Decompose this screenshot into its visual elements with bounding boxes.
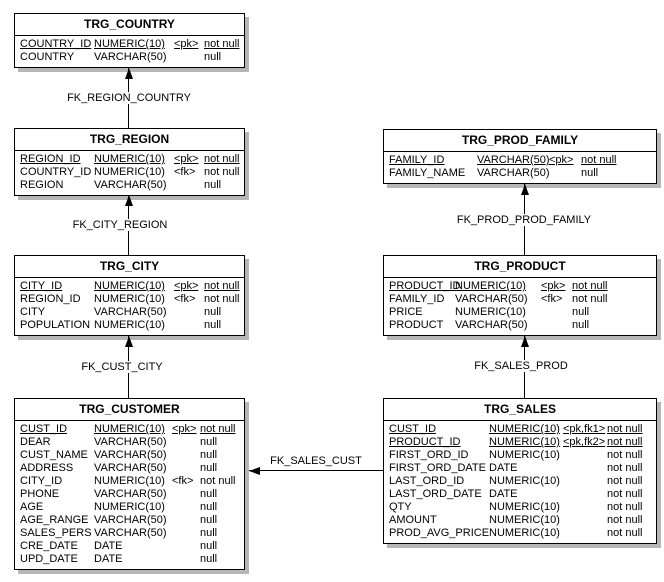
column-nullability: null bbox=[200, 540, 218, 552]
column-row bbox=[389, 449, 656, 462]
column-row bbox=[389, 462, 656, 475]
column-type: DATE bbox=[94, 540, 123, 552]
column-row bbox=[389, 423, 656, 436]
column-key-badge bbox=[563, 514, 607, 527]
column-key-badge bbox=[563, 475, 607, 488]
column-nullability: not null bbox=[607, 436, 643, 448]
column-key-badge bbox=[172, 527, 200, 540]
column-type: VARCHAR(50) bbox=[455, 293, 528, 305]
column-type: VARCHAR(50) bbox=[94, 306, 167, 318]
entity-title: TRG_CUSTOMER bbox=[15, 399, 244, 421]
relation-label-fk_region_country[interactable]: FK_REGION_COUNTRY bbox=[64, 92, 194, 104]
column-name: ADDRESS bbox=[20, 462, 74, 474]
column-name: FIRST_ORD_ID bbox=[389, 449, 469, 461]
column-row bbox=[20, 179, 244, 192]
column-name: COUNTRY_ID bbox=[20, 166, 92, 178]
column-key-badge: <pk> bbox=[174, 153, 199, 165]
relation-arrowhead-icon bbox=[521, 184, 529, 195]
column-nullability: not null bbox=[607, 475, 643, 487]
column-type: VARCHAR(50) bbox=[94, 488, 167, 500]
column-name: AGE bbox=[20, 501, 44, 513]
column-key-badge bbox=[563, 527, 607, 540]
column-nullability: null bbox=[204, 179, 222, 191]
entity-trg-city[interactable] bbox=[14, 255, 245, 336]
column-row bbox=[389, 154, 656, 167]
column-type: NUMERIC(10) bbox=[94, 38, 165, 50]
column-name: CITY_ID bbox=[20, 280, 63, 292]
relation-label-fk_cust_city[interactable]: FK_CUST_CITY bbox=[78, 361, 165, 373]
relation-label-fk_sales_prod[interactable]: FK_SALES_PROD bbox=[471, 360, 571, 372]
column-name: LAST_ORD_DATE bbox=[389, 488, 482, 500]
column-key-badge: <pk,fk1> bbox=[563, 423, 606, 435]
column-name: PRODUCT bbox=[389, 319, 444, 331]
column-nullability: not null bbox=[607, 488, 643, 500]
column-row bbox=[20, 423, 244, 436]
column-nullability: not null bbox=[204, 293, 240, 305]
relation-arrowhead-icon bbox=[521, 336, 529, 347]
column-name: COUNTRY_ID bbox=[20, 38, 92, 50]
entity-trg-product[interactable] bbox=[383, 255, 657, 336]
column-type: VARCHAR(50) bbox=[455, 319, 528, 331]
column-type: NUMERIC(10) bbox=[455, 306, 526, 318]
column-type: NUMERIC(10) bbox=[94, 166, 165, 178]
column-key-badge bbox=[563, 501, 607, 514]
column-row bbox=[389, 167, 656, 180]
column-name: REGION_ID bbox=[20, 153, 81, 165]
column-type: VARCHAR(50) bbox=[94, 436, 167, 448]
column-row bbox=[20, 462, 244, 475]
column-row bbox=[20, 51, 244, 64]
column-key-badge bbox=[549, 167, 581, 180]
column-nullability: null bbox=[200, 462, 218, 474]
column-type: NUMERIC(10) bbox=[94, 153, 165, 165]
column-name: FAMILY_NAME bbox=[389, 167, 466, 179]
column-row bbox=[20, 475, 244, 488]
column-key-badge bbox=[174, 319, 204, 332]
column-type: NUMERIC(10) bbox=[94, 319, 165, 331]
entity-title: TRG_SALES bbox=[384, 399, 656, 421]
column-nullability: not null bbox=[204, 38, 240, 50]
column-nullability: not null bbox=[607, 462, 643, 474]
column-type: NUMERIC(10) bbox=[94, 293, 165, 305]
column-nullability: not null bbox=[200, 423, 236, 435]
column-name: PROD_AVG_PRICE bbox=[389, 527, 490, 539]
column-type: VARCHAR(50) bbox=[94, 527, 167, 539]
column-nullability: not null bbox=[204, 280, 240, 292]
column-key-badge bbox=[172, 488, 200, 501]
column-row bbox=[20, 280, 244, 293]
column-nullability: not null bbox=[607, 449, 643, 461]
column-type: DATE bbox=[94, 553, 123, 565]
column-nullability: null bbox=[200, 514, 218, 526]
column-key-badge: <pk> bbox=[549, 154, 574, 166]
column-key-badge: <pk> bbox=[172, 423, 197, 435]
column-row bbox=[20, 153, 244, 166]
column-row bbox=[20, 166, 244, 179]
entity-trg-customer[interactable] bbox=[14, 398, 245, 570]
relation-label-fk_city_region[interactable]: FK_CITY_REGION bbox=[70, 219, 171, 231]
column-type: NUMERIC(10) bbox=[489, 501, 560, 513]
relation-arrowhead-icon bbox=[125, 195, 133, 206]
entity-trg-country[interactable] bbox=[14, 13, 245, 68]
column-nullability: not null bbox=[581, 154, 617, 166]
column-row bbox=[389, 475, 656, 488]
column-key-badge bbox=[563, 462, 607, 475]
column-key-badge: <fk> bbox=[172, 475, 194, 487]
column-row bbox=[20, 527, 244, 540]
column-nullability: null bbox=[200, 488, 218, 500]
column-nullability: not null bbox=[200, 475, 236, 487]
column-key-badge: <pk> bbox=[174, 280, 199, 292]
column-row bbox=[20, 449, 244, 462]
entity-columns bbox=[15, 151, 244, 195]
column-name: CUST_ID bbox=[20, 423, 68, 435]
column-name: SALES_PERS bbox=[20, 527, 92, 539]
column-key-badge bbox=[172, 449, 200, 462]
column-name: CUST_ID bbox=[389, 423, 437, 435]
entity-title: TRG_CITY bbox=[15, 256, 244, 278]
column-key-badge bbox=[563, 488, 607, 501]
column-type: NUMERIC(10) bbox=[489, 449, 560, 461]
entity-columns bbox=[384, 278, 656, 335]
column-name: PRICE bbox=[389, 306, 423, 318]
entity-columns bbox=[15, 278, 244, 335]
column-type: VARCHAR(50) bbox=[477, 154, 550, 166]
column-nullability: null bbox=[200, 436, 218, 448]
column-key-badge bbox=[541, 306, 572, 319]
entity-columns bbox=[384, 421, 656, 543]
column-key-badge bbox=[172, 501, 200, 514]
column-key-badge bbox=[563, 449, 607, 462]
column-nullability: null bbox=[204, 51, 222, 63]
column-type: VARCHAR(50) bbox=[94, 179, 167, 191]
column-key-badge bbox=[172, 462, 200, 475]
column-row bbox=[20, 553, 244, 566]
column-name: CRE_DATE bbox=[20, 540, 78, 552]
column-row bbox=[20, 488, 244, 501]
column-type: NUMERIC(10) bbox=[94, 501, 165, 513]
relation-line-fk_sales_cust bbox=[249, 470, 383, 471]
column-name: LAST_ORD_ID bbox=[389, 475, 465, 487]
column-row bbox=[20, 540, 244, 553]
column-row bbox=[389, 488, 656, 501]
column-name: FIRST_ORD_DATE bbox=[389, 462, 486, 474]
column-row bbox=[20, 501, 244, 514]
column-row bbox=[389, 280, 656, 293]
column-row bbox=[20, 436, 244, 449]
column-key-badge: <pk> bbox=[541, 280, 566, 292]
column-name: REGION bbox=[20, 179, 64, 191]
column-row bbox=[20, 514, 244, 527]
entity-trg-sales[interactable] bbox=[383, 398, 657, 544]
column-name: DEAR bbox=[20, 436, 51, 448]
column-type: NUMERIC(10) bbox=[94, 475, 165, 487]
entity-trg-prod-family[interactable] bbox=[383, 129, 657, 184]
column-row bbox=[20, 306, 244, 319]
column-name: FAMILY_ID bbox=[389, 154, 445, 166]
column-nullability: not null bbox=[204, 166, 240, 178]
entity-title: TRG_REGION bbox=[15, 129, 244, 151]
column-nullability: null bbox=[572, 319, 590, 331]
column-name: PRODUCT_ID bbox=[389, 436, 461, 448]
column-key-badge: <pk> bbox=[174, 38, 199, 50]
column-name: CITY_ID bbox=[20, 475, 63, 487]
column-type: NUMERIC(10) bbox=[489, 527, 560, 539]
column-name: POPULATION bbox=[20, 319, 91, 331]
column-name: REGION_ID bbox=[20, 293, 81, 305]
column-nullability: not null bbox=[204, 153, 240, 165]
column-key-badge bbox=[541, 319, 572, 332]
column-key-badge bbox=[172, 540, 200, 553]
entity-columns bbox=[15, 36, 244, 67]
column-key-badge bbox=[174, 306, 204, 319]
column-row bbox=[389, 436, 656, 449]
column-name: FAMILY_ID bbox=[389, 293, 445, 305]
relation-label-fk_prod_prod_family[interactable]: FK_PROD_PROD_FAMILY bbox=[454, 214, 594, 226]
column-type: VARCHAR(50) bbox=[94, 514, 167, 526]
entity-title: TRG_PROD_FAMILY bbox=[384, 130, 656, 152]
column-row bbox=[389, 527, 656, 540]
column-key-badge bbox=[172, 553, 200, 566]
column-type: NUMERIC(10) bbox=[489, 423, 560, 435]
column-nullability: not null bbox=[607, 423, 643, 435]
column-type: NUMERIC(10) bbox=[489, 514, 560, 526]
column-type: VARCHAR(50) bbox=[477, 167, 550, 179]
column-row bbox=[20, 319, 244, 332]
column-key-badge: <fk> bbox=[541, 293, 563, 305]
entity-title: TRG_PRODUCT bbox=[384, 256, 656, 278]
entity-trg-region[interactable] bbox=[14, 128, 245, 196]
column-nullability: null bbox=[200, 553, 218, 565]
column-row bbox=[389, 319, 656, 332]
column-row bbox=[389, 293, 656, 306]
column-name: UPD_DATE bbox=[20, 553, 78, 565]
column-row bbox=[20, 38, 244, 51]
column-name: CUST_NAME bbox=[20, 449, 88, 461]
relation-arrowhead-icon bbox=[125, 68, 133, 79]
column-type: NUMERIC(10) bbox=[94, 423, 165, 435]
column-nullability: not null bbox=[572, 280, 608, 292]
column-type: NUMERIC(10) bbox=[455, 280, 526, 292]
column-row bbox=[389, 501, 656, 514]
column-key-badge bbox=[174, 51, 204, 64]
column-key-badge bbox=[172, 436, 200, 449]
relation-label-fk_sales_cust[interactable]: FK_SALES_CUST bbox=[267, 455, 365, 467]
column-name: QTY bbox=[389, 501, 412, 513]
column-key-badge: <fk> bbox=[174, 166, 196, 178]
relation-arrowhead-icon bbox=[125, 336, 133, 347]
column-nullability: null bbox=[572, 306, 590, 318]
column-row bbox=[389, 514, 656, 527]
entity-title: TRG_COUNTRY bbox=[15, 14, 244, 36]
column-key-badge: <fk> bbox=[174, 293, 196, 305]
column-key-badge bbox=[174, 179, 204, 192]
column-type: DATE bbox=[489, 462, 518, 474]
column-nullability: not null bbox=[607, 501, 643, 513]
column-nullability: null bbox=[204, 306, 222, 318]
relation-arrowhead-icon bbox=[249, 467, 260, 475]
column-name: COUNTRY bbox=[20, 51, 75, 63]
column-name: PHONE bbox=[20, 488, 60, 500]
column-name: PRODUCT_ID bbox=[389, 280, 461, 292]
column-nullability: null bbox=[200, 501, 218, 513]
entity-columns bbox=[15, 421, 244, 569]
column-type: NUMERIC(10) bbox=[489, 475, 560, 487]
column-type: VARCHAR(50) bbox=[94, 449, 167, 461]
column-nullability: not null bbox=[607, 514, 643, 526]
column-type: NUMERIC(10) bbox=[489, 436, 560, 448]
column-nullability: null bbox=[200, 527, 218, 539]
column-type: VARCHAR(50) bbox=[94, 462, 167, 474]
column-nullability: null bbox=[204, 319, 222, 331]
entity-columns bbox=[384, 152, 656, 183]
column-key-badge bbox=[172, 514, 200, 527]
column-type: DATE bbox=[489, 488, 518, 500]
column-nullability: not null bbox=[607, 527, 643, 539]
column-type: NUMERIC(10) bbox=[94, 280, 165, 292]
column-name: CITY bbox=[20, 306, 46, 318]
column-key-badge: <pk,fk2> bbox=[563, 436, 606, 448]
column-name: AGE_RANGE bbox=[20, 514, 89, 526]
column-nullability: null bbox=[581, 167, 599, 179]
column-row bbox=[20, 293, 244, 306]
column-nullability: not null bbox=[572, 293, 608, 305]
column-row bbox=[389, 306, 656, 319]
column-type: VARCHAR(50) bbox=[94, 51, 167, 63]
column-nullability: null bbox=[200, 449, 218, 461]
column-name: AMOUNT bbox=[389, 514, 437, 526]
